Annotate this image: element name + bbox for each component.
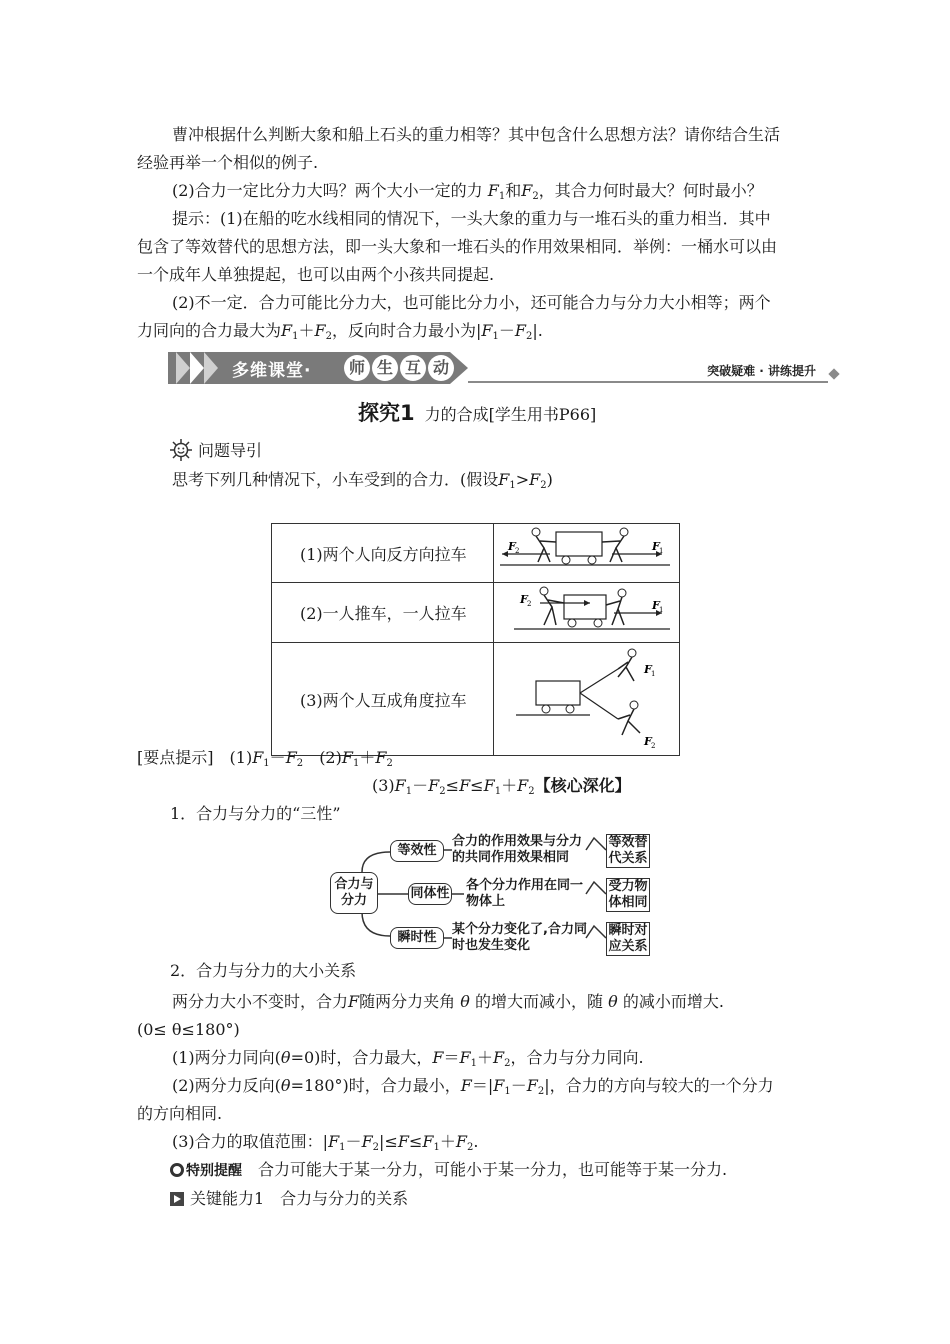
banner-rule <box>468 381 828 383</box>
concept-branch-desc: 合力的作用效果与分力的共同作用效果相同 <box>452 834 583 865</box>
chevron-icon <box>204 352 218 384</box>
intro-question-line1: 曹冲根据什么判断大象和船上石头的重力相等？其中包含什么思想方法？请你结合生活 <box>172 125 781 144</box>
force-label-f2: F <box>508 540 516 553</box>
section-heading <box>358 397 596 427</box>
tip-icon <box>170 1163 184 1177</box>
deepen-label: 【核心深化】 <box>534 776 631 795</box>
guide-label: 问题导引 <box>198 441 263 460</box>
banner-subtitle: 突破疑难 · 讲练提升 <box>707 364 816 378</box>
table-cell-figure <box>494 583 680 643</box>
special-tip <box>170 1160 850 1181</box>
guide-question: 思考下列几种情况下，小车受到的合力．(假设$F_1>F_2$) <box>172 470 553 491</box>
banner-title: 多维课堂· <box>232 361 312 381</box>
table-cell-figure <box>494 524 680 583</box>
point2-case2-cont: 的方向相同. <box>137 1104 223 1123</box>
force-label-sub2: 2 <box>651 742 656 750</box>
point2-range: (0≤ θ≤180°) <box>137 1020 240 1039</box>
section-banner <box>168 352 840 386</box>
banner-bubbles <box>344 355 454 381</box>
angle-pull-figure <box>494 643 679 751</box>
concept-branch-name: 同体性 <box>408 883 452 905</box>
force-label-sub2: 2 <box>515 547 520 555</box>
table-cell-label: (2)一人推车，一人拉车 <box>272 583 494 643</box>
force-label-f1: F <box>652 599 660 612</box>
hint-line2: 包含了等效替代的思想方法，即一头大象和一堆石头的作用效果相同．举例：一桶水可以由 <box>137 237 778 256</box>
key-ability-text: 关键能力1 合力与分力的关系 <box>190 1189 409 1208</box>
table-row <box>272 524 680 583</box>
table-cell-label: (3)两个人互成角度拉车 <box>272 643 494 756</box>
key-points-3: $(3)F_1-F_2\le F\le F_1+F_2$【核心深化】 <box>372 776 631 797</box>
banner-bubble: 动 <box>428 355 454 381</box>
play-icon <box>170 1192 184 1206</box>
point1-title: 1．合力与分力的“三性” <box>170 804 341 823</box>
concept-branch-name: 瞬时性 <box>390 927 444 949</box>
hint-line3: 一个成年人单独提起，也可以由两个小孩共同提起. <box>137 265 495 284</box>
section-number: 探究1 <box>358 401 415 425</box>
push-pull-figure <box>494 583 679 638</box>
concept-branch-desc: 某个分力变化了,合力同时也发生变化 <box>452 922 587 953</box>
pull-opposite-figure <box>494 524 679 578</box>
concept-branch-desc: 各个分力作用在同一物体上 <box>466 878 584 909</box>
banner-bubble: 师 <box>344 355 370 381</box>
force-label-sub1: 1 <box>659 547 664 555</box>
point2-case1: (1)两分力同向(θ=0)时，合力最大，$F=F_1+F_2$，合力与分力同向. <box>172 1048 644 1069</box>
force-label-sub1: 1 <box>659 606 664 614</box>
smiley-icon <box>170 439 192 461</box>
hint-line1: 提示：(1)在船的吃水线相同的情况下，一头大象的重力与一堆石头的重力相当．其中 <box>172 209 771 228</box>
concept-center: 合力与分力 <box>330 872 378 914</box>
force-label-f2: F <box>644 735 652 748</box>
force-label-f2: F <box>520 593 528 606</box>
chevron-icon <box>190 352 204 384</box>
guide-header <box>170 439 850 461</box>
force-label-f1: F <box>644 663 652 676</box>
key-points: [要点提示] $(1)F_1-F_2$ $(2)F_1+F_2$ <box>137 748 393 769</box>
point2-case3: (3)合力的取值范围：$|F_1-F_2|\le F\le F_1+F_2$. <box>172 1132 479 1153</box>
concept-branch-result: 等效替代关系 <box>606 834 650 868</box>
point2-case2: (2)两分力反向(θ=180°)时，合力最小，$F=|F_1-F_2|$，合力的方向与较大的一个分力 <box>172 1076 774 1097</box>
intro-question2: (2)合力一定比分力大吗？两个大小一定的力 $F_1$和$F_2$，其合力何时最大？何时最小？ <box>172 181 763 202</box>
intro-question-line2: 经验再举一个相似的例子. <box>137 153 319 172</box>
force-label-sub1: 1 <box>651 670 656 678</box>
force-label-f1: F <box>652 540 660 553</box>
hint2-line2: 力同向的合力最大为$F_1+F_2$，反向时合力最小为$|F_1-F_2|$. <box>137 321 543 342</box>
table-row <box>272 583 680 643</box>
concept-branch-result: 受力物体相同 <box>606 878 650 912</box>
tip-label: 特别提醒 <box>186 1163 242 1179</box>
point2-line1: 两分力大小不变时，合力F随两分力夹角 θ 的增大而减小，随 θ 的减小而增大. <box>172 992 724 1011</box>
chevron-icon <box>176 352 190 384</box>
force-label-sub2: 2 <box>527 600 532 608</box>
table-row <box>272 643 680 756</box>
banner-bubble: 生 <box>372 355 398 381</box>
tip-text: 合力可能大于某一分力，可能小于某一分力，也可能等于某一分力. <box>258 1160 728 1179</box>
concept-branch-result: 瞬时对应关系 <box>606 922 650 956</box>
point2-title: 2．合力与分力的大小关系 <box>170 961 357 980</box>
scenario-table <box>271 523 680 756</box>
table-cell-figure <box>494 643 680 756</box>
banner-bubble: 互 <box>400 355 426 381</box>
table-cell-label: (1)两个人向反方向拉车 <box>272 524 494 583</box>
key-ability <box>170 1189 850 1209</box>
section-title: 力的合成[学生用书P66] <box>424 405 597 424</box>
diamond-icon <box>828 368 839 379</box>
concept-branch-name: 等效性 <box>390 840 444 862</box>
hint2-line1: (2)不一定．合力可能比分力大，也可能比分力小，还可能合力与分力大小相等；两个 <box>172 293 771 312</box>
